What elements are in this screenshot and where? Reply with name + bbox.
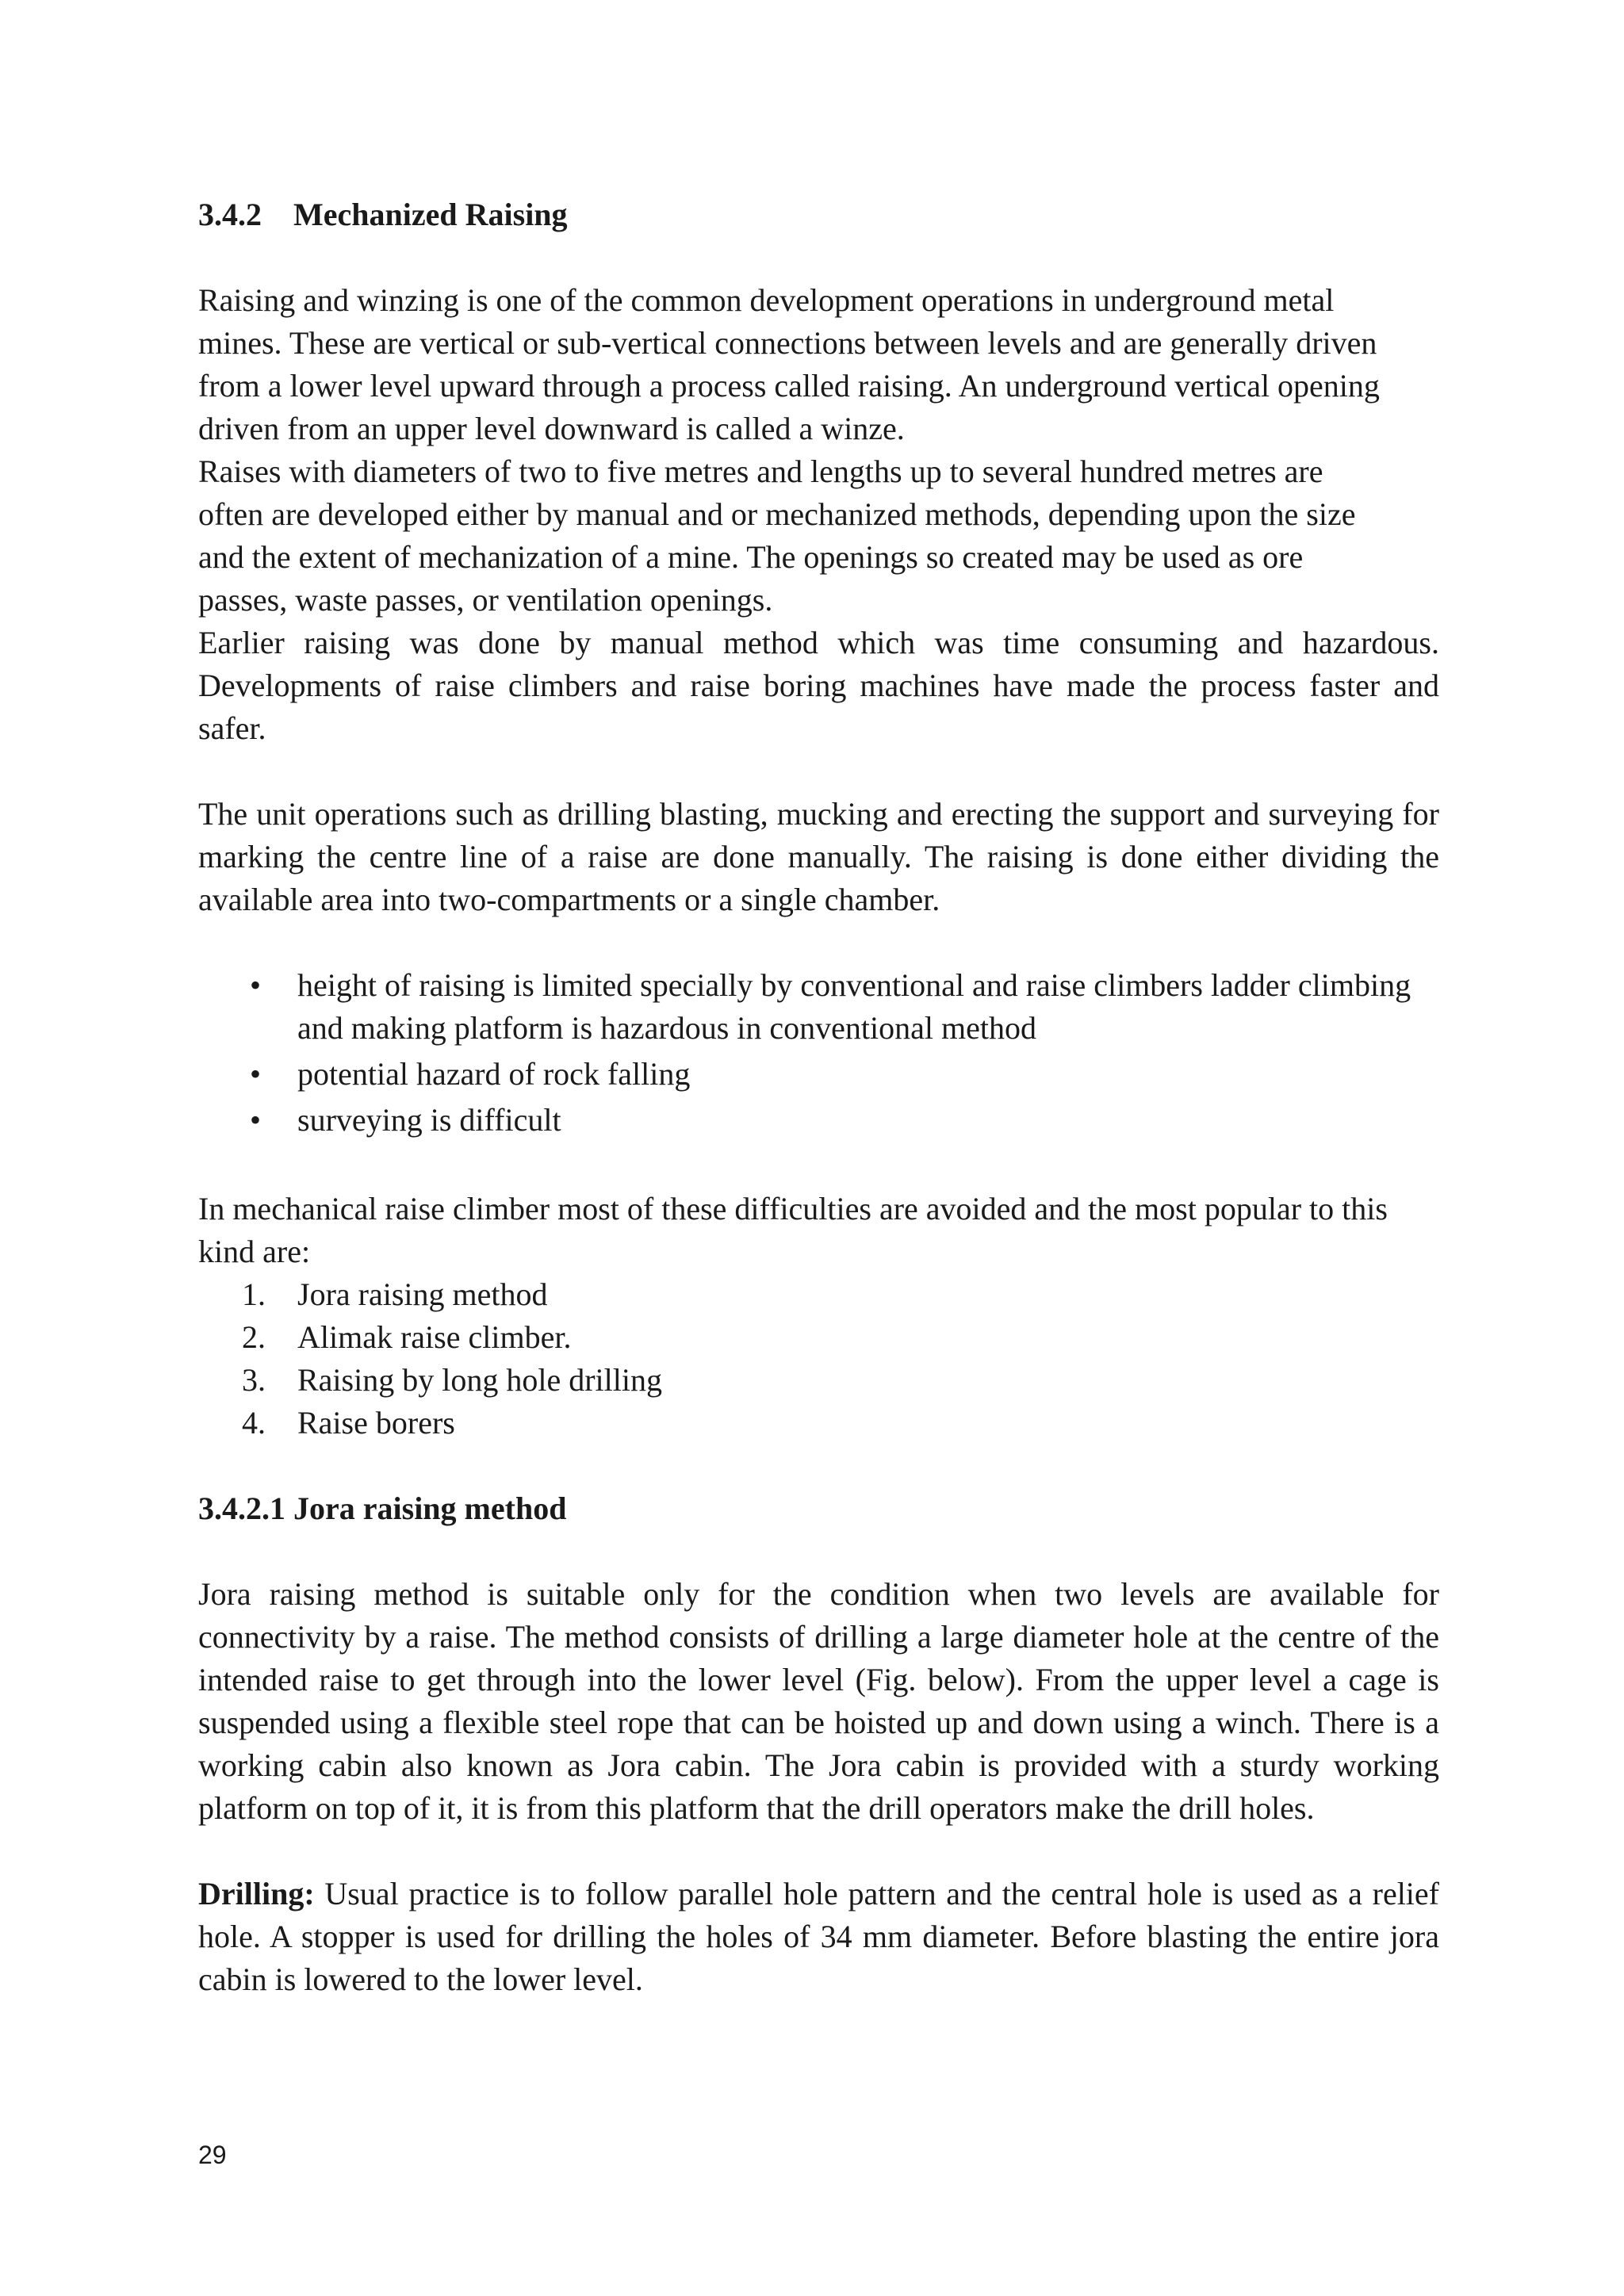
paragraph-line: passes, waste passes, or ventilation openings. [198,582,773,618]
method-numbered-list [198,1273,1439,1445]
list-item-text: height of raising is limited specially by conventional and raise climbers ladder climbing and making platform is hazardous in conventional method [297,967,1411,1046]
subsection-heading: 3.4.2.1 Jora raising method [198,1490,567,1526]
section-paragraph-3: The unit operations such as drilling blasting, mucking and erecting the support and surveying for marking the centre line of a raise are done manually. The raising is done either dividing the available area into two-compartments or a single chamber. [198,796,1439,917]
list-item-text: Jora raising method [297,1276,548,1312]
section-heading: 3.4.2 Mechanized Raising [198,197,568,232]
paragraph-line: and the extent of mechanization of a mine. The openings so created may be used as ore [198,539,1304,575]
list-item [198,1402,1439,1445]
hazard-bullet-list [198,964,1439,1142]
list-item-text: Alimak raise climber. [297,1319,572,1355]
bullet-icon: • [250,1056,262,1092]
section-paragraph-2: Earlier raising was done by manual method which was time consuming and hazardous. Developments of raise climbers and raise boring machines have made the process faster and safer. [198,625,1439,746]
paragraph-line: often are developed either by manual and or mechanized methods, depending upon the size [198,496,1356,532]
paragraph-line: driven from an upper level downward is called a winze. [198,411,905,446]
section-paragraph-1 [198,279,1439,622]
page-number: 29 [198,2141,227,2169]
subsection-paragraph-1: Jora raising method is suitable only for the condition when two levels are available for connectivity by a raise. The method consists of drilling a large diameter hole at the centre of the intended raise to get through into the lower level (Fig. below). From the upper level a cage is suspended using a flexible steel rope that can be hoisted up and down using a winch. There is a working cabin also known as Jora cabin. The Jora cabin is provided with a sturdy working platform on top of it, it is from this platform that the drill operators make the drill holes. [198,1576,1439,1826]
page-content [198,193,1439,2001]
list-item-text: Raise borers [297,1405,455,1441]
paragraph-line: from a lower level upward through a process called raising. An underground vertical opening [198,368,1380,404]
list-number: 1. [242,1276,266,1312]
paragraph-line: Raises with diameters of two to five metres and lengths up to several hundred metres are [198,453,1323,489]
drilling-label: Drilling: [198,1876,315,1911]
list-item [198,1316,1439,1359]
bullet-icon: • [250,967,262,1003]
list-number: 2. [242,1319,266,1355]
paragraph-line: mines. These are vertical or sub-vertical connections between levels and are generally driven [198,325,1377,361]
list-item-text: potential hazard of rock falling [297,1056,691,1092]
drilling-paragraph [198,1873,1439,2001]
list-number: 4. [242,1405,266,1441]
list-item [198,1053,1439,1096]
bullet-icon: • [250,1102,262,1138]
list-item [198,1099,1439,1142]
list-item-text: Raising by long hole drilling [297,1362,662,1398]
paragraph-line: Raising and winzing is one of the common development operations in underground metal [198,282,1335,318]
list-item [198,1359,1439,1402]
section-paragraph-4: In mechanical raise climber most of these difficulties are avoided and the most popular to this kind are: [198,1191,1388,1269]
list-item [198,1273,1439,1316]
list-number: 3. [242,1362,266,1398]
drilling-text: Usual practice is to follow parallel hole pattern and the central hole is used as a relief hole. A stopper is used for drilling the holes of 34 mm diameter. Before blasting the entire jora cabin is lowered to the lower level. [198,1876,1439,1997]
list-item [198,964,1439,1050]
list-item-text: surveying is difficult [297,1102,561,1138]
